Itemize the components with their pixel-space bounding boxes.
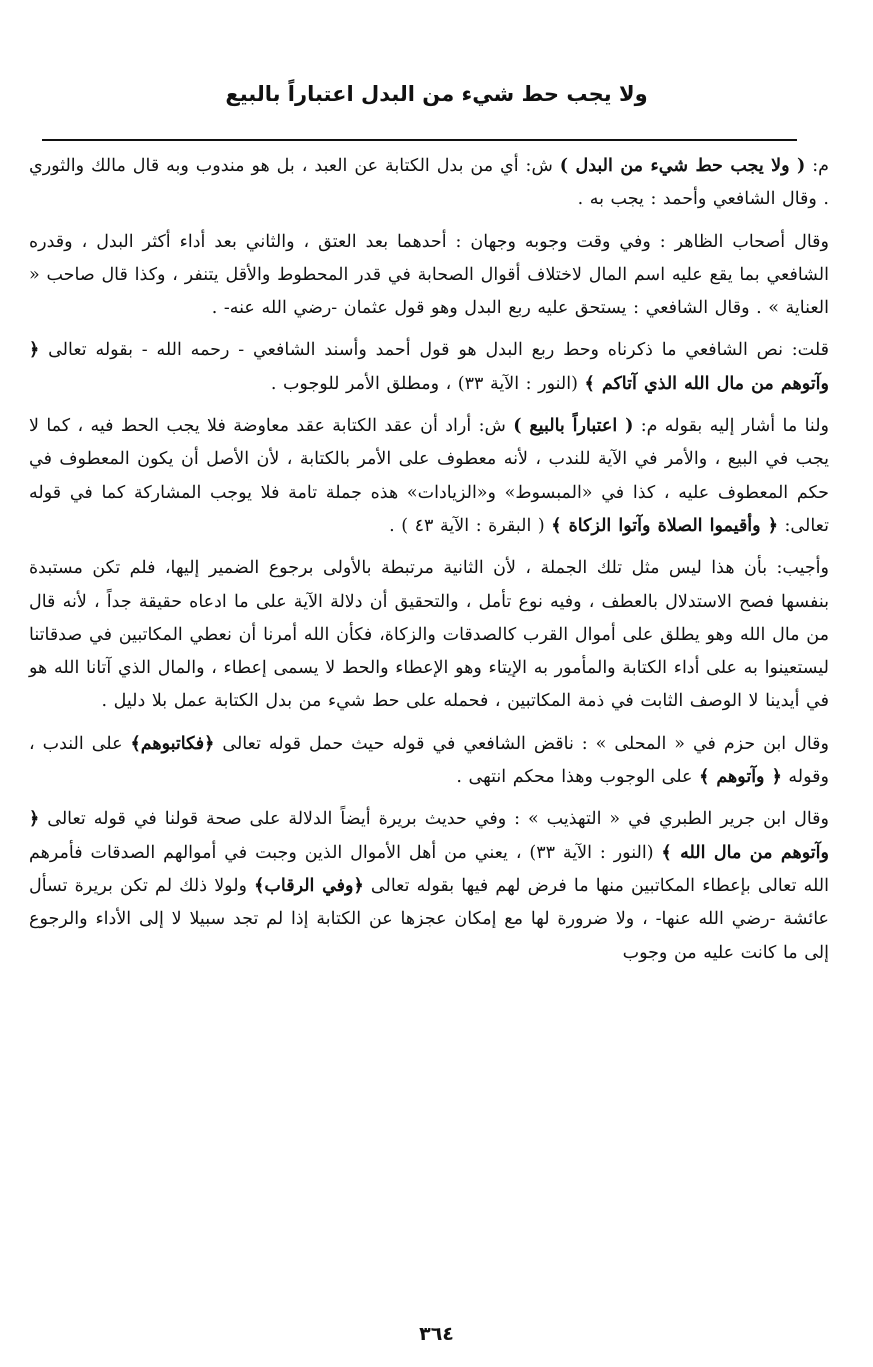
header-rule bbox=[42, 139, 797, 141]
quran-quote: ﴿ وأقيموا الصلاة وآتوا الزكاة ﴾ bbox=[551, 515, 778, 536]
paragraph-7 bbox=[29, 803, 829, 969]
paragraph-3-text: قلت: نص الشافعي ما ذكرناه وحط ربع البدل هو قول أحمد وأسند الشافعي - رحمه الله - بقوله تعالى bbox=[39, 340, 829, 361]
body-text bbox=[29, 150, 829, 979]
paragraph-6-text: وقال ابن حزم في « المحلى » : ناقض الشافعي في قوله حيث حمل قوله تعالى bbox=[214, 733, 829, 754]
paragraph-1-text: ش: أي من بدل الكتابة عن العبد ، بل هو مندوب وبه قال مالك والثوري . وقال الشافعي وأحمد : يجب به . bbox=[29, 156, 829, 210]
paragraph-3-ref: (النور : الآية ٣٣) ، ومطلق الأمر للوجوب . bbox=[270, 373, 585, 394]
matn-quote: ( اعتباراً بالبيع ) bbox=[513, 416, 634, 437]
paragraph-6 bbox=[29, 728, 829, 795]
matn-quote: ( ولا يجب حط شيء من البدل ) bbox=[559, 156, 806, 176]
quran-quote: ﴿فكاتبوهم﴾ bbox=[130, 733, 215, 754]
paragraph-3 bbox=[29, 334, 829, 401]
paragraph-1-prefix: م: bbox=[805, 156, 830, 176]
paragraph-7-end: ولولا ذلك لم تكن بريرة تسأل عائشة -رضي الله عنها- ، ولا ضرورة لها مع إمكان عجزها عن الكتابة إذا لم تجد سبيلا لا إلى الأداء والرجوع إلى ما كانت عليه من وجوب bbox=[29, 875, 829, 963]
paragraph-4-text: ولنا ما أشار إليه بقوله م: bbox=[633, 416, 829, 437]
quran-quote: ﴿وفي الرقاب﴾ bbox=[254, 875, 364, 896]
paragraph-6-mid: على الندب ، وقوله bbox=[29, 733, 829, 788]
paragraph-4-ref: ( البقرة : الآية ٤٣ ) . bbox=[389, 515, 552, 536]
quran-quote: ﴿ وآتوهم ﴾ bbox=[699, 767, 782, 788]
page-number: ٣٦٤ bbox=[419, 1323, 454, 1345]
quran-quote: ﴿ وآتوهم من مال الله الذي آتاكم ﴾ bbox=[29, 340, 829, 394]
paragraph-1 bbox=[29, 150, 829, 217]
paragraph-4 bbox=[29, 410, 829, 543]
paragraph-7-body: (النور : الآية ٣٣) ، يعني من أهل الأموال الذين وجبت في أموالهم الصدقات فأمرهم الله تعالى بإعطاء المكاتبين منها ما فرض لهم فيها بقوله تعالى bbox=[29, 842, 829, 896]
paragraph-6-end: على الوجوب وهذا محكم انتهى . bbox=[456, 767, 700, 788]
running-header: ولا يجب حط شيء من البدل اعتباراً بالبيع bbox=[225, 82, 648, 106]
paragraph-5: وأجيب: بأن هذا ليس مثل تلك الجملة ، لأن الثانية مرتبطة بالأولى برجوع الضمير إليها، فلم تكن مستبدة بنفسها فصح الاستدلال بالعطف ، وفيه نوع تأمل ، والتحقيق أن دلالة الآية على ما ادعاه حقيقة جداً ، لأنه قال من مال الله وهو يطلق على أموال القرب كالصدقات والزكاة، فكأن الله أمرنا أن نعطي المكاتبين في صدقاتنا ليستعينوا به على أداء الكتابة والمأمور به الإيتاء وهو الإعطاء والحط لا يسمى إعطاء ، والمال الذي آتانا الله هو في أيدينا لا الوصف الثابت في ذمة المكاتبين ، فحمله على حط شيء من بدل الكتابة عمل بلا دليل . bbox=[29, 558, 829, 712]
paragraph-4-body: ش: أراد أن عقد الكتابة عقد معاوضة فلا يجب الحط فيه ، كما لا يجب في البيع ، والأمر في الآية للندب ، لأنه معطوف على الأمر بالكتابة ، لأن الأصل أن يكون المعطوف في حكم المعطوف عليه ، كذا في «المبسوط» و«الزيادات» هذه جملة تامة فلا يوجب المشاركة كما في قوله تعالى: bbox=[29, 416, 829, 536]
paragraph-2: وقال أصحاب الظاهر : وفي وقت وجوبه وجهان : أحدهما بعد العتق ، والثاني بعد أداء أكثر البدل ، وقدره الشافعي بما يقع عليه اسم المال لاختلاف أقوال الصحابة في قدر المحطوط والأقل يتنفر ، وكذا قال صاحب « العناية » . وقال الشافعي : يستحق عليه ربع البدل وهو قول عثمان -رضي الله عنه- . bbox=[29, 231, 829, 319]
paragraph-7-text: وقال ابن جرير الطبري في « التهذيب » : وفي حديث بريرة أيضاً الدلالة على صحة قولنا في قوله تعالى bbox=[39, 809, 829, 830]
quran-quote: ﴿ وآتوهم من مال الله ﴾ bbox=[29, 809, 829, 863]
